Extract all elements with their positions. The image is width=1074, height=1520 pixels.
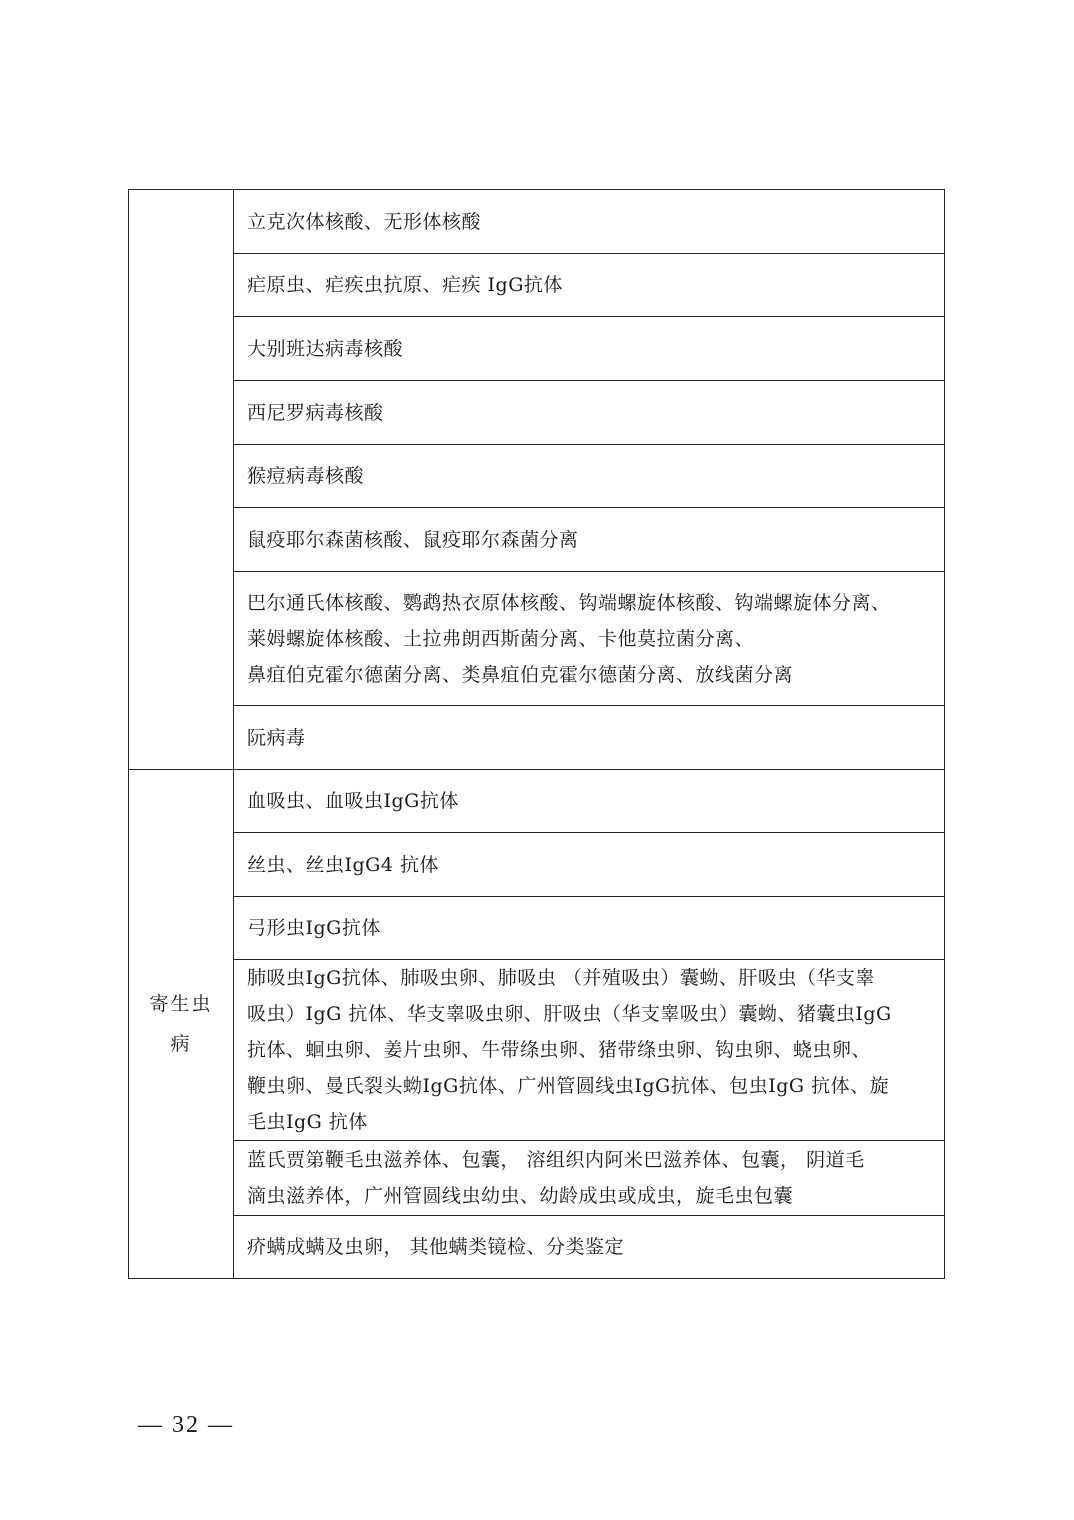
table-row [129,254,945,317]
item-cell [234,572,945,706]
table-row [129,1141,945,1216]
table-row [129,706,945,770]
item-cell [234,897,945,960]
table-row [129,508,945,572]
item-text-line: 疟原虫、疟疾虫抗原、疟疾 IgG抗体 [247,274,563,296]
category-label-line: 寄生虫 [149,993,213,1015]
item-text-line: 毛虫IgG 抗体 [247,1111,368,1133]
item-cell [234,833,945,897]
table-row [129,445,945,508]
item-text-line: 猴痘病毒核酸 [247,465,365,487]
item-cell [234,508,945,572]
item-cell [234,190,945,254]
item-text-line: 吸虫）IgG 抗体、华支睾吸虫卵、肝吸虫（华支睾吸虫）囊蚴、猪囊虫IgG [247,1003,892,1025]
table-row [129,897,945,960]
table-row [129,770,945,833]
table-row [129,190,945,254]
item-text-line: 蓝氏贾第鞭毛虫滋养体、包囊， 溶组织内阿米巴滋养体、包囊， 阴道毛 [247,1149,865,1171]
item-cell [234,254,945,317]
item-cell [234,1141,945,1216]
table-row [129,381,945,445]
item-text-line: 鞭虫卵、曼氏裂头蚴IgG抗体、广州管圆线虫IgG抗体、包虫IgG 抗体、旋 [247,1075,890,1097]
item-text-line: 莱姆螺旋体核酸、土拉弗朗西斯菌分离、卡他莫拉菌分离、 [247,627,755,650]
item-cell [234,317,945,381]
item-cell [234,960,945,1141]
item-cell [234,1216,945,1279]
item-text-line: 鼻疽伯克霍尔德菌分离、类鼻疽伯克霍尔德菌分离、放线菌分离 [247,663,794,686]
table-row [129,833,945,897]
item-text-line: 阮病毒 [247,726,306,749]
item-cell [234,445,945,508]
item-cell [234,706,945,770]
item-text-line: 西尼罗病毒核酸 [247,401,384,424]
item-text-line: 丝虫、丝虫IgG4 抗体 [247,853,439,876]
category-label-line: 病 [170,1033,192,1055]
item-text-line: 立克次体核酸、无形体核酸 [247,210,482,233]
item-text-line: 大别班达病毒核酸 [247,337,404,360]
item-text-line: 血吸虫、血吸虫IgG抗体 [247,790,459,812]
item-cell [234,381,945,445]
item-text-line: 巴尔通氏体核酸、鹦鹉热衣原体核酸、钩端螺旋体核酸、钩端螺旋体分离、 [247,591,891,614]
item-text-line: 滴虫滋养体，广州管圆线虫幼虫、幼龄成虫或成虫，旋毛虫包囊 [247,1185,794,1207]
detection-table [128,189,945,1279]
table-row [129,317,945,381]
item-text-line: 肺吸虫IgG抗体、肺吸虫卵、肺吸虫 （并殖吸虫）囊蚴、肝吸虫（华支睾 [247,967,875,989]
category-cell [129,770,234,1279]
item-text-line: 鼠疫耶尔森菌核酸、鼠疫耶尔森菌分离 [247,528,579,551]
category-cell [129,190,234,770]
table-row [129,572,945,706]
item-text-line: 疥螨成螨及虫卵， 其他螨类镜检、分类鉴定 [247,1236,625,1258]
table-row [129,1216,945,1279]
item-cell [234,770,945,833]
table-row [129,960,945,1141]
page-number: — 32 — [138,1412,234,1438]
item-text-line: 弓形虫IgG抗体 [247,917,381,939]
item-text-line: 抗体、蛔虫卵、姜片虫卵、牛带绦虫卵、猪带绦虫卵、钩虫卵、蛲虫卵、 [247,1039,872,1061]
